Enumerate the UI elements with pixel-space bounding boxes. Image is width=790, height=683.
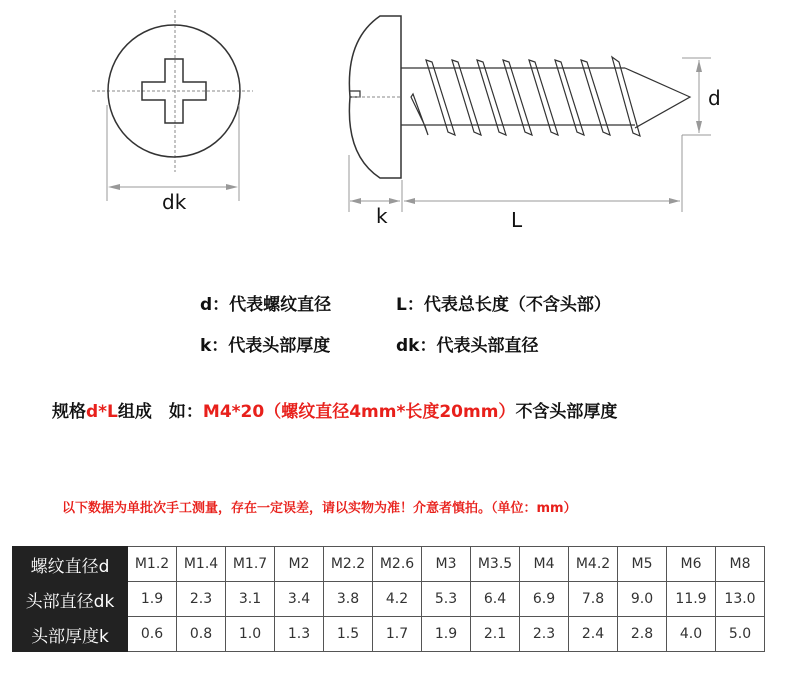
table-cell: 1.0: [226, 617, 275, 652]
table-cell: M2: [275, 547, 324, 582]
table-cell: 2.3: [177, 582, 226, 617]
table-cell: 0.8: [177, 617, 226, 652]
row-header: 螺纹直径d: [13, 547, 128, 582]
table-row: [13, 582, 765, 617]
spec-table: [12, 546, 765, 652]
table-cell: M4: [520, 547, 569, 582]
table-cell: 3.4: [275, 582, 324, 617]
measurement-note: 以下数据为单批次手工测量，存在一定误差，请以实物为准！介意者慎拍。（单位：mm）: [62, 501, 577, 516]
table-cell: M3.5: [471, 547, 520, 582]
table-cell: 1.9: [128, 582, 177, 617]
table-cell: M2.2: [324, 547, 373, 582]
table-cell: 4.0: [667, 617, 716, 652]
row-header: 头部厚度k: [13, 617, 128, 652]
table-row: [13, 547, 765, 582]
d-label: d: [708, 86, 721, 110]
table-cell: 5.0: [716, 617, 765, 652]
table-cell: M2.6: [373, 547, 422, 582]
spec-formula: d*L: [86, 402, 118, 422]
table-cell: 11.9: [667, 582, 716, 617]
legend-dk: dk：代表头部直径: [396, 336, 539, 356]
table-cell: 0.6: [128, 617, 177, 652]
row-header: 头部直径dk: [13, 582, 128, 617]
legend-L: L：代表总长度（不含头部）: [396, 295, 611, 315]
table-cell: 2.1: [471, 617, 520, 652]
table-cell: M5: [618, 547, 667, 582]
table-cell: 1.3: [275, 617, 324, 652]
table-cell: 2.8: [618, 617, 667, 652]
table-cell: 3.8: [324, 582, 373, 617]
table-cell: 4.2: [373, 582, 422, 617]
table-cell: 5.3: [422, 582, 471, 617]
table-cell: 13.0: [716, 582, 765, 617]
k-label: k: [376, 204, 388, 228]
table-cell: 3.1: [226, 582, 275, 617]
table-cell: M1.2: [128, 547, 177, 582]
spec-line: [52, 397, 617, 422]
table-cell: M1.4: [177, 547, 226, 582]
spec-example: M4*20（螺纹直径4mm*长度20mm）: [202, 402, 516, 422]
table-cell: 9.0: [618, 582, 667, 617]
screw-side-view: [349, 16, 711, 212]
table-cell: 1.7: [373, 617, 422, 652]
spec-suffix: 不含头部厚度: [515, 402, 618, 422]
table-cell: M4.2: [569, 547, 618, 582]
spec-prefix: 规格: [52, 402, 86, 422]
spec-mid: 组成 如：: [117, 402, 203, 422]
dk-label: dk: [162, 190, 187, 214]
legend-k: k：代表头部厚度: [200, 336, 331, 356]
table-cell: 7.8: [569, 582, 618, 617]
table-cell: 6.9: [520, 582, 569, 617]
table-row: [13, 617, 765, 652]
table-cell: M3: [422, 547, 471, 582]
table-cell: 1.5: [324, 617, 373, 652]
table-cell: M1.7: [226, 547, 275, 582]
table-cell: 2.3: [520, 617, 569, 652]
table-cell: 6.4: [471, 582, 520, 617]
table-cell: M8: [716, 547, 765, 582]
screw-head-top-view: [92, 10, 253, 201]
screw-diagram: [0, 0, 790, 260]
table-cell: 1.9: [422, 617, 471, 652]
legend-d: d：代表螺纹直径: [200, 295, 332, 315]
table-cell: 2.4: [569, 617, 618, 652]
L-label: L: [511, 208, 523, 232]
table-cell: M6: [667, 547, 716, 582]
